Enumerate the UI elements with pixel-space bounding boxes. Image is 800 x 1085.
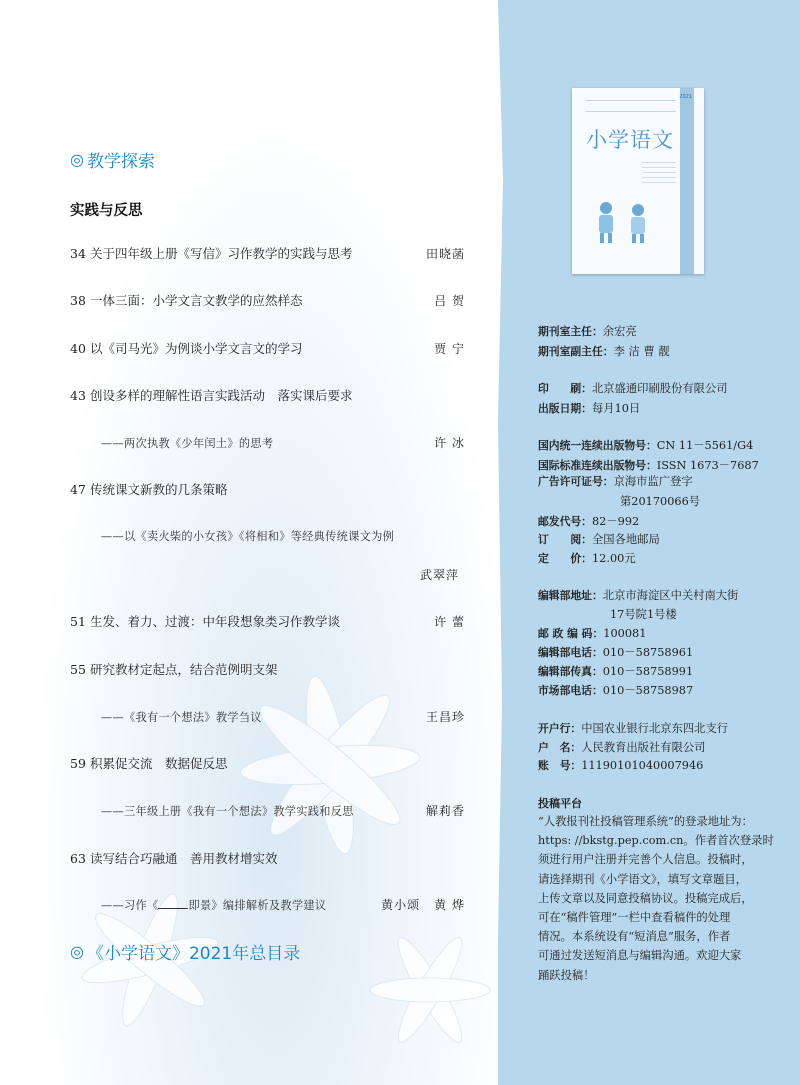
toc-author: 许 冰	[434, 436, 465, 450]
cover-header-lines	[586, 100, 676, 112]
flower-decoration	[0, 560, 500, 1085]
toc-title: 一体三面：小学文言文教学的应然样态	[90, 293, 303, 308]
info-line: 出版日期：每月10日	[538, 402, 641, 415]
toc-page-number: 55	[70, 662, 86, 677]
magazine-cover	[572, 88, 704, 274]
toc-page-number: 63	[70, 851, 86, 866]
info-line: 市场部电话：010－58758987	[538, 684, 694, 697]
toc-entry	[70, 339, 465, 357]
toc-entry	[70, 386, 465, 404]
toc-subtitle-text: ——以《卖火柴的小女孩》《将相和》等经典传统课文为例	[101, 530, 395, 543]
section-title: 《小学语文》2021年总目录	[86, 944, 301, 964]
toc-subtitle	[101, 434, 465, 451]
circle-bullet-icon: ◎	[70, 942, 84, 961]
toc-page-number: 51	[70, 614, 86, 629]
info-line: 邮发代号：82－992	[538, 515, 640, 528]
toc-subtitle-text: ——《我有一个想法》教学刍议	[101, 711, 262, 724]
circle-bullet-icon: ◎	[70, 150, 84, 169]
info-line: 期刊室主任：余宏亮	[538, 325, 637, 338]
toc-title: 生发、着力、过渡：中年段想象类习作教学谈	[90, 614, 341, 629]
cover-year: 2021	[679, 94, 692, 100]
toc-entry	[70, 612, 465, 630]
toc-author: 贾 宁	[434, 342, 465, 356]
info-line: 第20170066号	[620, 495, 701, 508]
toc-title: 关于四年级上册《写信》习作教学的实践与思考	[90, 246, 353, 261]
toc-subtitle-text: ——三年级上册《我有一个想法》教学实践和反思	[101, 805, 354, 818]
info-line: 户 名：人民教育出版社有限公司	[538, 741, 706, 754]
toc-title: 积累促交流 数据促反思	[90, 756, 228, 771]
info-line: 邮 政 编 码：100081	[538, 627, 647, 640]
blank-underline	[158, 898, 188, 909]
toc-subtitle	[101, 896, 465, 913]
toc-subtitle	[101, 708, 465, 725]
info-line: 印 刷：北京盛通印刷股份有限公司	[538, 382, 728, 395]
toc-page-number: 59	[70, 756, 86, 771]
info-line: 编辑部电话：010－58758961	[538, 646, 694, 659]
toc-page-number: 47	[70, 482, 86, 497]
toc-author: 吕 贺	[434, 294, 465, 308]
info-line: 国际标准连续出版物号：ISSN 1673－7687	[538, 459, 759, 472]
toc-subtitle-text: ——两次执教《少年闰土》的思考	[101, 437, 274, 450]
cover-text-lines	[642, 158, 676, 187]
toc-author: 解莉香	[425, 804, 465, 818]
toc-entry	[70, 480, 465, 498]
toc-author: 许 蕾	[434, 615, 465, 629]
toc-co-author: 黄小颂	[381, 898, 421, 912]
info-line: 账 号：11190101040007946	[538, 759, 704, 772]
toc-page-number: 38	[70, 293, 86, 308]
submission-heading: 投稿平台	[538, 797, 582, 810]
toc-subtitle-text: ——习作《 即景》编排解析及教学建议	[101, 899, 327, 912]
submission-paragraph: “人教报刊社投稿管理系统”的登录地址为： https: //bkstg.pep.com.cn。作者首次登录时 须进行用户注册并完善个人信息。投稿时， 请选择期刊《小学语文》，填写文章题目， 上传文章以及同意投稿协议。投稿完成后， 可在“稿件管理”一栏中查看稿件的处理 情况。本系统设有“短消息”服务，作者 可通过发送短消息与编辑沟通。欢迎大家 踊跃投稿！	[538, 815, 774, 982]
toc-page-number: 43	[70, 388, 86, 403]
toc-subtitle	[101, 802, 465, 819]
info-line: 17号院1号楼	[610, 608, 677, 621]
toc-page-number: 34	[70, 246, 86, 261]
info-line: 订 阅：全国各地邮局	[538, 533, 660, 546]
cover-illustration	[588, 198, 668, 248]
toc-title: 以《司马光》为例谈小学文言文的学习	[90, 341, 303, 356]
toc-entry	[70, 291, 465, 309]
toc-title: 创设多样的理解性语言实践活动 落实课后要求	[90, 388, 353, 403]
toc-title: 传统课文新教的几条策略	[90, 482, 228, 497]
info-line: 国内统一连续出版物号：CN 11－5561/G4	[538, 439, 754, 452]
toc-title: 研究教材定起点，结合范例明支架	[90, 662, 278, 677]
toc-entry	[70, 660, 465, 678]
subsection-heading: 实践与反思	[70, 203, 143, 219]
info-line: 期刊室副主任：李 洁 曹 靓	[538, 345, 670, 358]
cover-logo: 小学语文	[586, 128, 674, 152]
info-line: 编辑部传真：010－58758991	[538, 665, 694, 678]
toc-author: 田晓菡	[425, 247, 465, 261]
info-line: 开户行：中国农业银行北京东四北支行	[538, 722, 729, 735]
toc-author: 黄 烨	[434, 898, 465, 912]
toc-author: 王昌珍	[425, 710, 465, 724]
section-title: 教学探索	[86, 152, 155, 172]
toc-subtitle	[101, 528, 465, 544]
toc-author: 武翠萍	[420, 568, 460, 582]
toc-entry	[70, 244, 465, 262]
info-line: 编辑部地址：北京市海淀区中关村南大街	[538, 589, 739, 602]
toc-entry	[70, 754, 465, 772]
section-heading-index	[70, 939, 300, 964]
toc-page-number: 40	[70, 341, 86, 356]
section-heading-teaching	[70, 147, 155, 172]
toc-title: 读写结合巧融通 善用教材增实效	[90, 851, 278, 866]
info-line: 广告许可证号：京海市监广登字	[538, 475, 693, 488]
info-line: 定 价：12.00元	[538, 552, 636, 565]
cover-spine-strip	[680, 88, 694, 274]
toc-entry	[70, 849, 465, 867]
